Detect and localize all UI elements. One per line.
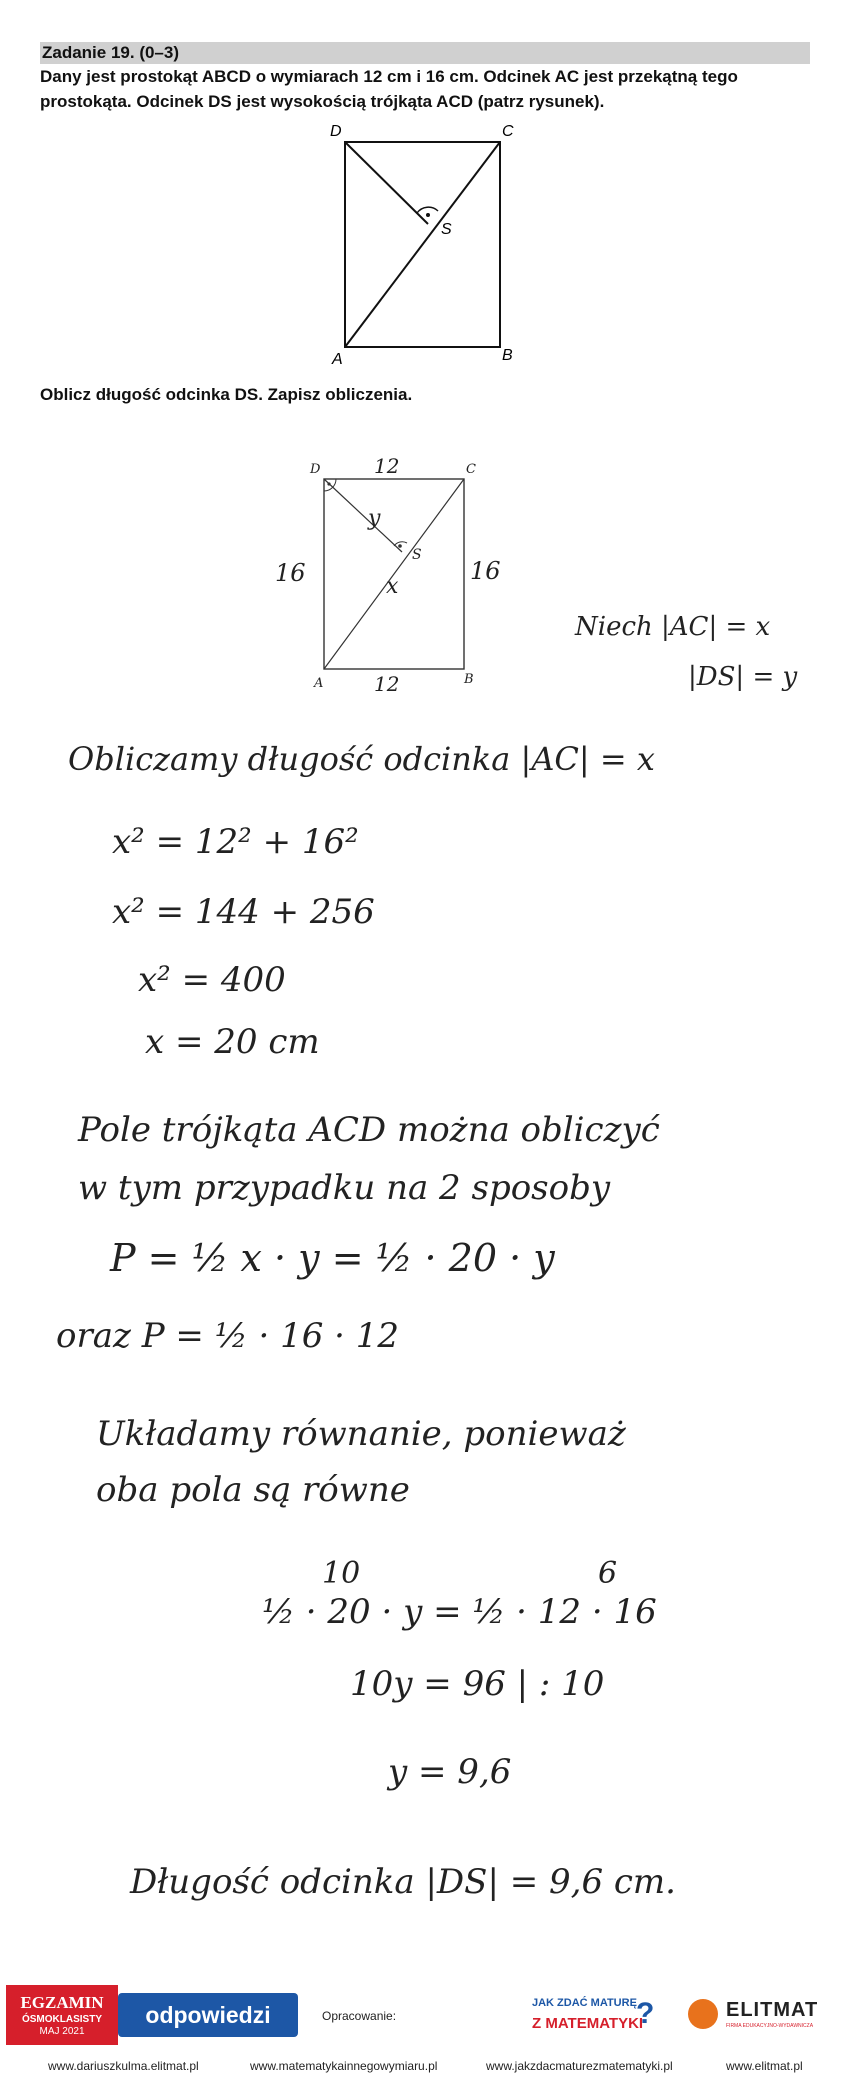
solution-line-7: w tym przypadku na 2 sposoby [78, 1168, 611, 1208]
solution-line-5: x = 20 cm [145, 1022, 320, 1062]
prepared-by-label: Opracowanie: [322, 2009, 397, 2023]
url-dariuszkulma[interactable]: www.dariuszkulma.elitmat.pl [48, 2059, 199, 2073]
jak-zdac-line-1: JAK ZDAĆ MATURĘ [532, 1997, 637, 2009]
label-b: B [502, 347, 513, 364]
solution-line-13: 10y = 96 | : 10 [350, 1664, 605, 1704]
exam-badge-date: MAJ 2021 [39, 2026, 85, 2037]
task-description [40, 64, 820, 114]
sketch-height [324, 479, 402, 552]
task-text-line-1: Dany jest prostokąt ABCD o wymiarach 12 cm i 16 cm. Odcinek AC jest przekątną tego [40, 67, 738, 86]
handwritten-sketch [270, 455, 830, 705]
right-angle-mark [417, 207, 438, 213]
sketch-right-length: 16 [470, 557, 501, 585]
solution-line-9: oraz P = ½ · 16 · 12 [56, 1316, 400, 1356]
sketch-label-s: S [412, 547, 422, 563]
solution-line-12-sup-1: 10 [322, 1556, 361, 1591]
sketch-top-length: 12 [374, 455, 400, 478]
solution-line-8: P = ½ x · y = ½ · 20 · y [110, 1236, 555, 1280]
label-d: D [330, 123, 342, 140]
sketch-label-a: A [314, 676, 324, 691]
printed-figure [320, 120, 540, 380]
task-number: Zadanie 19. (0–3) [42, 43, 180, 62]
height-ds [345, 142, 428, 224]
jak-zdac-line-2: Z MATEMATYKI [532, 2015, 644, 2032]
solution-line-11: oba pola są równe [96, 1470, 410, 1510]
label-c: C [502, 123, 514, 140]
label-s: S [441, 221, 452, 238]
right-angle-dot [426, 213, 430, 217]
question: Oblicz długość odcinka DS. Zapisz obliczenia. [40, 385, 413, 404]
question-mark-icon: ? [636, 1997, 655, 2030]
solution-line-3: x² = 144 + 256 [112, 892, 375, 932]
answers-badge: odpowiedzi [118, 1993, 298, 2037]
sketch-ac-label: x [386, 574, 399, 599]
solution-line-15: Długość odcinka |DS| = 9,6 cm. [130, 1862, 676, 1902]
sketch-left-length: 16 [275, 559, 306, 587]
task-header [40, 42, 810, 64]
diagonal-ac [345, 142, 500, 347]
exam-badge [6, 1985, 118, 2045]
footer [0, 1985, 850, 2094]
solution-line-12: ½ · 20 · y = ½ · 12 · 16 [262, 1592, 657, 1632]
label-a: A [332, 351, 343, 368]
sketch-ds-label: y [368, 506, 381, 531]
assumption-ds: |DS| = y [688, 662, 798, 692]
sketch-angle-d-dot [327, 482, 330, 485]
solution-line-6: Pole trójkąta ACD można obliczyć [78, 1110, 660, 1150]
elitmat-logo-icon [688, 1999, 718, 2029]
task-text-line-2: prostokąta. Odcinek DS jest wysokością trójkąta ACD (patrz rysunek). [40, 92, 605, 111]
sketch-label-c: C [466, 462, 476, 477]
solution-line-1: Obliczamy długość odcinka |AC| = x [68, 740, 655, 778]
elitmat-name: ELITMAT [726, 1999, 819, 2021]
elitmat-logo [688, 1999, 828, 2037]
sketch-angle-s-dot [398, 544, 402, 548]
solution-line-2: x² = 12² + 16² [112, 822, 359, 862]
sketch-label-b: B [464, 672, 474, 687]
url-elitmat[interactable]: www.elitmat.pl [726, 2059, 803, 2073]
sketch-bottom-length: 12 [374, 672, 400, 696]
solution-line-4: x² = 400 [138, 960, 286, 1000]
exam-badge-subtitle: ÓSMOKLASISTY [21, 2014, 102, 2025]
exam-badge-title: EGZAMIN [20, 1993, 104, 2012]
solution-line-14: y = 9,6 [388, 1752, 512, 1792]
sketch-label-d: D [310, 462, 321, 477]
url-matematykainnegowymiaru[interactable]: www.matematykainnegowymiaru.pl [250, 2059, 438, 2073]
solution-line-12-sup-2: 6 [598, 1556, 618, 1591]
url-jakzdacmaturezmatematyki[interactable]: www.jakzdacmaturezmatematyki.pl [486, 2059, 673, 2073]
jak-zdac-logo [528, 1993, 668, 2037]
solution-line-10: Układamy równanie, ponieważ [96, 1414, 626, 1454]
elitmat-subtitle: FIRMA EDUKACYJNO-WYDAWNICZA [726, 2023, 814, 2029]
assumption-ac: Niech |AC| = x [575, 612, 771, 642]
